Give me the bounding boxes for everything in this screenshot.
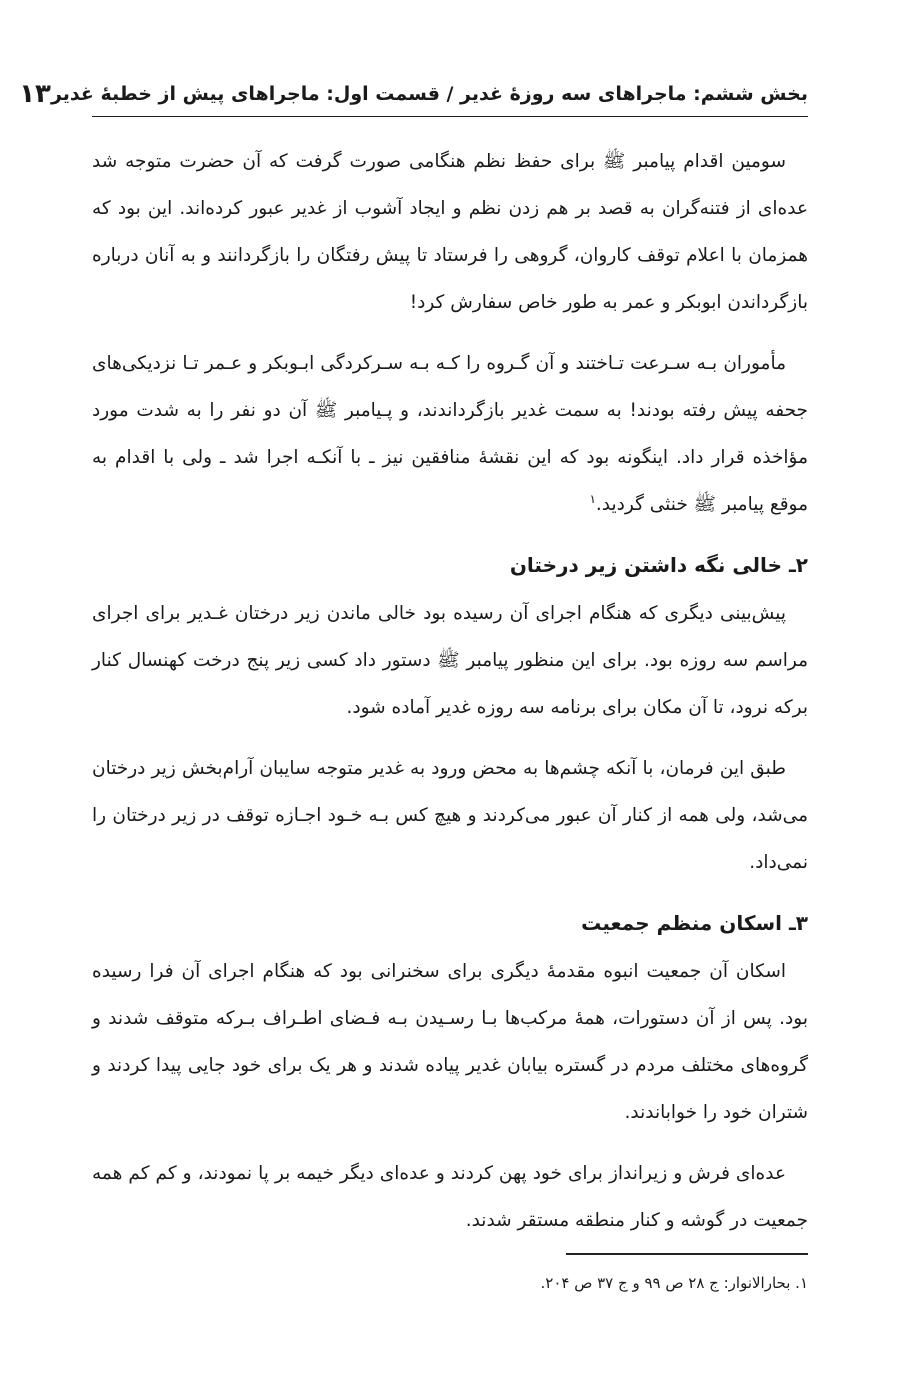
running-title: بخش ششم: ماجراهای سه روزهٔ غدیر / قسمت اول: ماجراهای پیش از خطبهٔ غدیر — [50, 83, 808, 105]
footnote-1: ۱. بحارالانوار: ج ۲۸ ص ۹۹ و ج ۳۷ ص ۲۰۴. — [540, 1274, 808, 1292]
section-heading-2: ۲ـ خالی نگه داشتن زیر درختان — [509, 553, 808, 577]
body-text — [92, 138, 808, 1258]
paragraph-1: سومین اقدام پیامبر ﷺ برای حفظ نظم هنگامی صورت گرفت که آن حضرت متوجه شد عده‌ای از فتنه‌گران به قصد بر هم زدن نظم و ایجاد آشوب از غدیر عبور کرده‌اند. این بود که همزمان با اعلام توقف کاروان، گروهی را فرستاد تا پیش رفتگان را بازگردانند و به آنان درباره بازگرداندن ابوبکر و عمر به طور خاص سفارش کرد! — [92, 151, 808, 313]
paragraph-6: عده‌ای فرش و زیرانداز برای خود پهن کردند و عده‌ای دیگر خیمه بر پا نمودند، و کم کم همه جمعیت در گوشه و کنار منطقه مستقر شدند. — [92, 1163, 808, 1231]
paragraph-2 — [92, 340, 808, 528]
paragraph-2-text: مأموران بـه سـرعت تـاختند و آن گـروه را کـه بـه سـرکردگی ابـوبکر و عـمر تـا نزدیکی‌های جحفه پیش رفته بودند! به سمت غدیر بازگرداندند، و پـیامبر ﷺ آن دو نفر را به شدت مورد مؤاخذه قرار داد. اینگونه بود که این نقشهٔ منافقین نیز ـ با آنکـه اجرا شد ـ ولی با اقدام به موقع پیامبر ﷺ خنثی گردید. — [92, 353, 808, 515]
section-heading-3: ۳ـ اسکان منظم جمعیت — [581, 911, 808, 935]
footnote-divider — [566, 1253, 808, 1255]
running-head — [19, 72, 808, 117]
paragraph-3: پیش‌بینی دیگری که هنگام اجرای آن رسیده بود خالی ماندن زیر درختان غـدیر برای اجرای مراسم سه روزه بود. برای این منظور پیامبر ﷺ دستور داد کسی زیر پنج درخت کهنسال کنار برکه نرود، تا آن مکان برای برنامه سه روزه غدیر آماده شود. — [92, 603, 808, 718]
paragraph-5: اسکان آن جمعیت انبوه مقدمهٔ دیگری برای سخنرانی بود که هنگام اجرای آن فرا رسیده بود. پس از آن دستورات، همهٔ مرکب‌ها بـا رسـیدن بـه فـضای اطـراف بـرکه متوقف شدند و گروه‌های مختلف مردم در گستره بیابان غدیر پیاده شدند و هر یک برای خود جایی پیدا کردند و شتران خود را خواباندند. — [92, 961, 808, 1123]
paragraph-4: طبق این فرمان، با آنکه چشم‌ها به محض ورود به غدیر متوجه سایبان آرام‌بخش زیر درختان می‌شد، ولی همه از کنار آن عبور می‌کردند و هیچ کس بـه خـود اجـازه توقف در زیر درختان را نمی‌داد. — [92, 758, 808, 873]
footnote-ref-1[interactable]: ۱ — [589, 491, 596, 506]
page-number: ۱۳ — [19, 79, 51, 109]
